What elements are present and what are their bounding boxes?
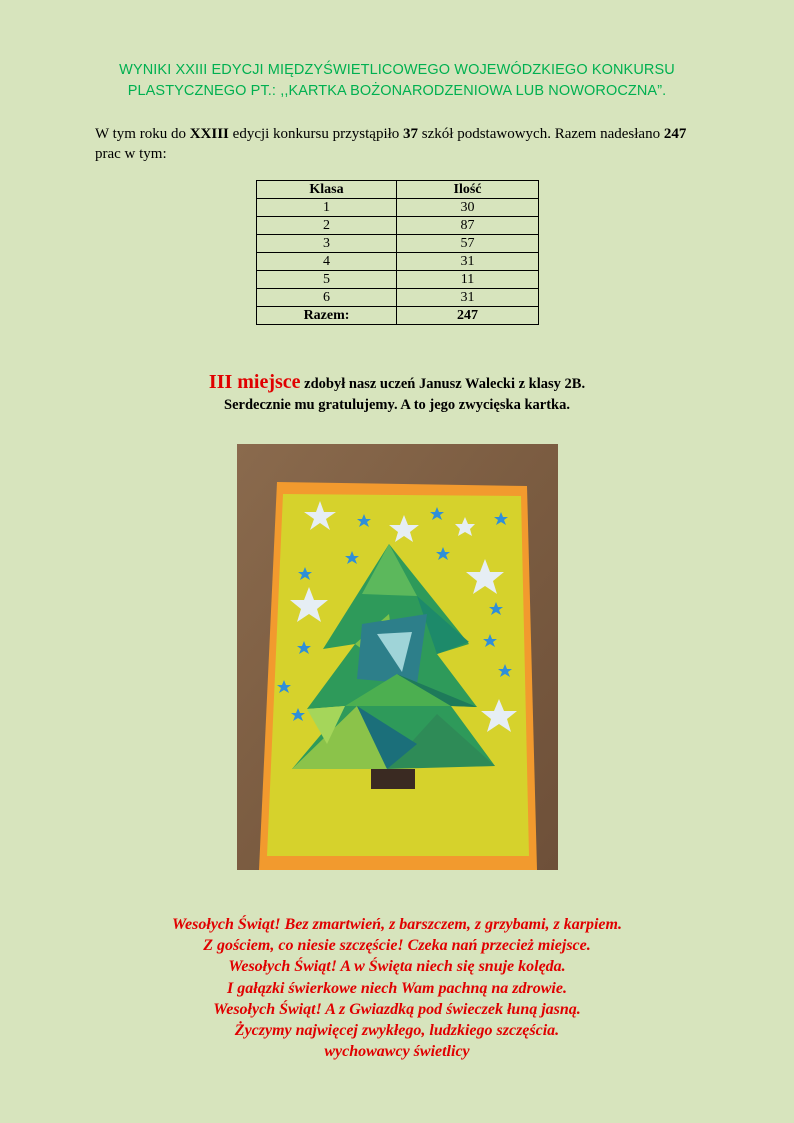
cell-class: 1 bbox=[257, 199, 397, 217]
intro-text: szkół podstawowych. Razem nadesłano bbox=[418, 126, 664, 142]
title-line-1: WYNIKI XXIII EDYCJI MIĘDZYŚWIETLICOWEGO WOJEWÓDZKIEGO KONKURSU bbox=[119, 62, 675, 78]
poem-line: Z gościem, co niesie szczęście! Czeka nań przecież miejsce. bbox=[203, 937, 591, 955]
entries-count: 247 bbox=[663, 126, 687, 142]
intro-text: edycji konkursu przystąpiło bbox=[228, 126, 404, 142]
winning-card-photo bbox=[237, 444, 558, 870]
col-header-class: Klasa bbox=[257, 181, 397, 199]
table-row bbox=[257, 217, 539, 235]
cell-class: 6 bbox=[257, 289, 397, 307]
cell-count: 87 bbox=[397, 217, 539, 235]
table-row bbox=[257, 235, 539, 253]
cell-count: 31 bbox=[397, 253, 539, 271]
table-total-row bbox=[257, 307, 539, 325]
school-count: 37 bbox=[403, 126, 419, 142]
poem-line: Życzymy najwięcej zwykłego, ludzkiego szczęścia. bbox=[234, 1022, 560, 1040]
title-line-2: PLASTYCZNEGO PT.: ,,KARTKA BOŻONARODZENIOWA LUB NOWOROCZNA”. bbox=[127, 83, 667, 99]
poem-line: Wesołych Świąt! A z Gwiazdką pod świeczek łuną jasną. bbox=[213, 1000, 581, 1018]
cell-count: 11 bbox=[397, 271, 539, 289]
cell-total-label: Razem: bbox=[257, 307, 397, 325]
poem-line: Wesołych Świąt! Bez zmartwień, z barszczem, z grzybami, z karpiem. bbox=[172, 916, 622, 933]
cell-count: 31 bbox=[397, 289, 539, 307]
col-header-count: Ilość bbox=[397, 181, 539, 199]
table-row bbox=[257, 289, 539, 307]
table-header-row bbox=[257, 181, 539, 199]
cell-class: 3 bbox=[257, 235, 397, 253]
page-title bbox=[60, 60, 734, 102]
cell-count: 57 bbox=[397, 235, 539, 253]
poem-signature: wychowawcy świetlicy bbox=[324, 1043, 470, 1061]
place-label: III miejsce bbox=[208, 371, 301, 393]
table-row bbox=[257, 271, 539, 289]
poem-line: I gałązki świerkowe niech Wam pachną na zdrowie. bbox=[227, 979, 567, 997]
cell-total-value: 247 bbox=[397, 307, 539, 325]
intro-text: prac w tym: bbox=[95, 146, 167, 162]
winner-text: zdobył nasz uczeń Janusz Walecki z klasy 2B. bbox=[300, 376, 586, 392]
holiday-poem bbox=[60, 914, 734, 1062]
cell-class: 4 bbox=[257, 253, 397, 271]
cell-class: 5 bbox=[257, 271, 397, 289]
result-announcement bbox=[60, 372, 734, 416]
cell-count: 30 bbox=[397, 199, 539, 217]
intro-paragraph bbox=[95, 124, 715, 164]
edition-number: XXIII bbox=[189, 126, 229, 142]
table-row bbox=[257, 199, 539, 217]
cell-class: 2 bbox=[257, 217, 397, 235]
intro-text: W tym roku do bbox=[95, 126, 190, 142]
table-row bbox=[257, 253, 539, 271]
congratulations-text: Serdecznie mu gratulujemy. A to jego zwycięska kartka. bbox=[224, 397, 570, 413]
results-table bbox=[256, 180, 539, 325]
poem-line: Wesołych Świąt! A w Święta niech się snuje kolęda. bbox=[228, 958, 566, 976]
